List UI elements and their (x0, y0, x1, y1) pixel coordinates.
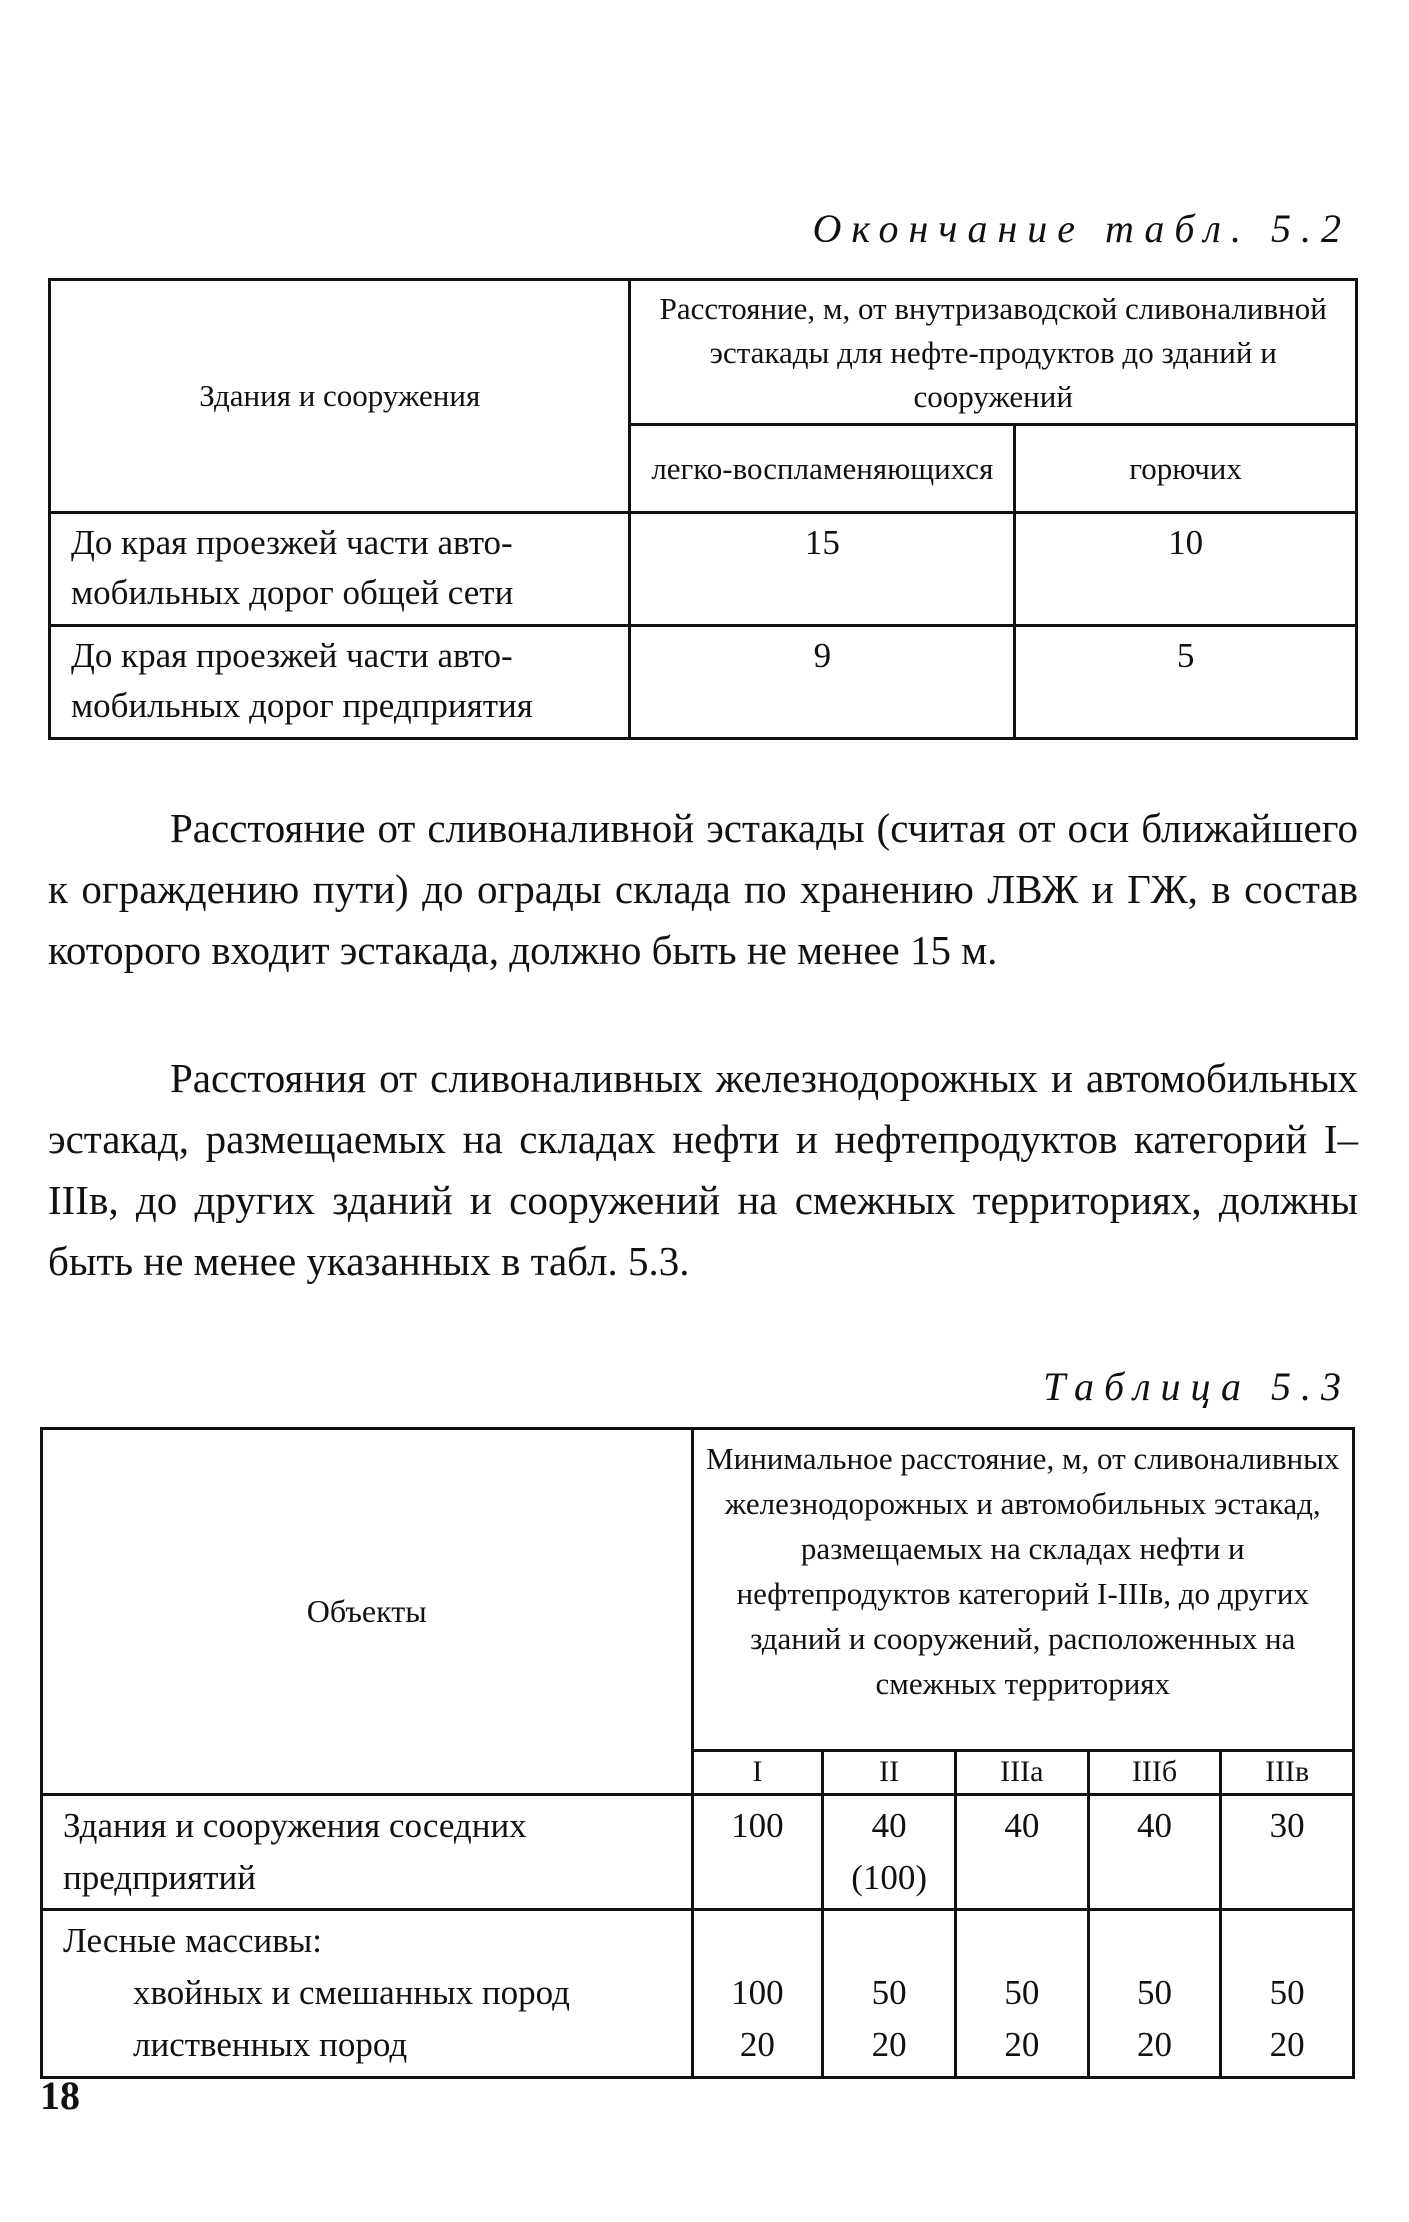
t53-row2-val-iiia (955, 1910, 1088, 2078)
t52-subheader-combustible: горючих (1015, 425, 1357, 513)
t52-row1-val2: 10 (1015, 513, 1357, 626)
t53-deciduous-iiia: 20 (1004, 2025, 1040, 2064)
table-row (50, 513, 1357, 626)
table-row (50, 626, 1357, 739)
t53-cat-iiia: IIIа (955, 1751, 1088, 1795)
t53-header-min-distance: Минимальное расстояние, м, от сливоналивных железнодорожных и автомобильных эстакад, размещаемых на складах нефти и нефтепродуктов категорий I-IIIв, до других зданий и сооружений, расположенных на смежных территориях (692, 1429, 1353, 1751)
t53-row2-val-i (692, 1910, 823, 2078)
t53-row1-val-ii-main: 40 (871, 1806, 907, 1845)
t53-deciduous-label: лиственных пород (133, 2025, 408, 2064)
t53-row2-val-iiiv (1221, 1910, 1354, 2078)
t53-row2-val-iiib (1088, 1910, 1221, 2078)
table-5-2 (48, 278, 1358, 740)
t52-row1-name: До края проезжей части авто-мобильных дорог общей сети (50, 513, 630, 626)
table-row (42, 1795, 1354, 1910)
t53-deciduous-ii: 20 (871, 2025, 907, 2064)
table-5-2-caption: Окончание табл. 5.2 (812, 206, 1351, 251)
t53-row1-val-iiiv: 30 (1221, 1795, 1354, 1910)
t52-header-buildings: Здания и сооружения (50, 280, 630, 513)
table-5-3-caption: Таблица 5.3 (1043, 1364, 1351, 1409)
t52-header-distance: Расстояние, м, от внутризаводской сливоналивной эстакады для нефте-продуктов до зданий и сооружений (630, 280, 1357, 425)
t53-row1-val-iiib: 40 (1088, 1795, 1221, 1910)
t52-subheader-flammable: легко-воспламеняющихся (630, 425, 1015, 513)
paragraph-2 (48, 1048, 1358, 1292)
t53-row1-name: Здания и сооружения соседних предприятий (42, 1795, 693, 1910)
paragraph-2-text: Расстояния от сливоналивных железнодорожных и автомобильных эстакад, размещаемых на складах нефти и нефтепродуктов категорий I–IIIв, до других зданий и сооружений на смежных территориях, должны быть не менее указанных в табл. 5.3. (48, 1055, 1358, 1284)
table-5-3 (40, 1427, 1355, 2079)
page-number: 18 (40, 2073, 80, 2118)
paragraph-1-text: Расстояние от сливоналивной эстакады (считая от оси ближайшего к ограждению пути) до ограды склада по хранению ЛВЖ и ГЖ, в состав которого входит эстакада, должно быть не менее 15 м. (48, 805, 1358, 973)
t53-deciduous-iiiv: 20 (1269, 2025, 1305, 2064)
t53-row1-val-ii-note: (100) (851, 1858, 927, 1897)
t53-row2-val-ii (823, 1910, 956, 2078)
t53-coniferous-i: 100 (731, 1973, 784, 2012)
t53-coniferous-iiiv: 50 (1269, 1973, 1305, 2012)
t53-cat-iiiv: IIIв (1221, 1751, 1354, 1795)
t52-row2-val2: 5 (1015, 626, 1357, 739)
paragraph-1 (48, 798, 1358, 981)
t53-row1-val-iiia: 40 (955, 1795, 1088, 1910)
t53-coniferous-ii: 50 (871, 1973, 907, 2012)
t53-deciduous-iiib: 20 (1136, 2025, 1172, 2064)
t53-row1-val-i: 100 (692, 1795, 823, 1910)
t53-cat-i: I (692, 1751, 823, 1795)
t53-cat-ii: II (823, 1751, 956, 1795)
t53-cat-iiib: IIIб (1088, 1751, 1221, 1795)
t53-header-objects: Объекты (42, 1429, 693, 1795)
t52-row2-name: До края проезжей части авто-мобильных дорог предприятия (50, 626, 630, 739)
t53-coniferous-label: хвойных и смешанных пород (133, 1973, 570, 2012)
t52-row1-val1: 15 (630, 513, 1015, 626)
t53-coniferous-iiia: 50 (1004, 1973, 1040, 2012)
t53-row2-name (42, 1910, 693, 2078)
t53-forests-label: Лесные массивы: (63, 1921, 322, 1960)
table-row (42, 1910, 1354, 2078)
t53-row1-val-ii (823, 1795, 956, 1910)
t53-deciduous-i: 20 (739, 2025, 775, 2064)
t52-row2-val1: 9 (630, 626, 1015, 739)
t53-coniferous-iiib: 50 (1136, 1973, 1172, 2012)
